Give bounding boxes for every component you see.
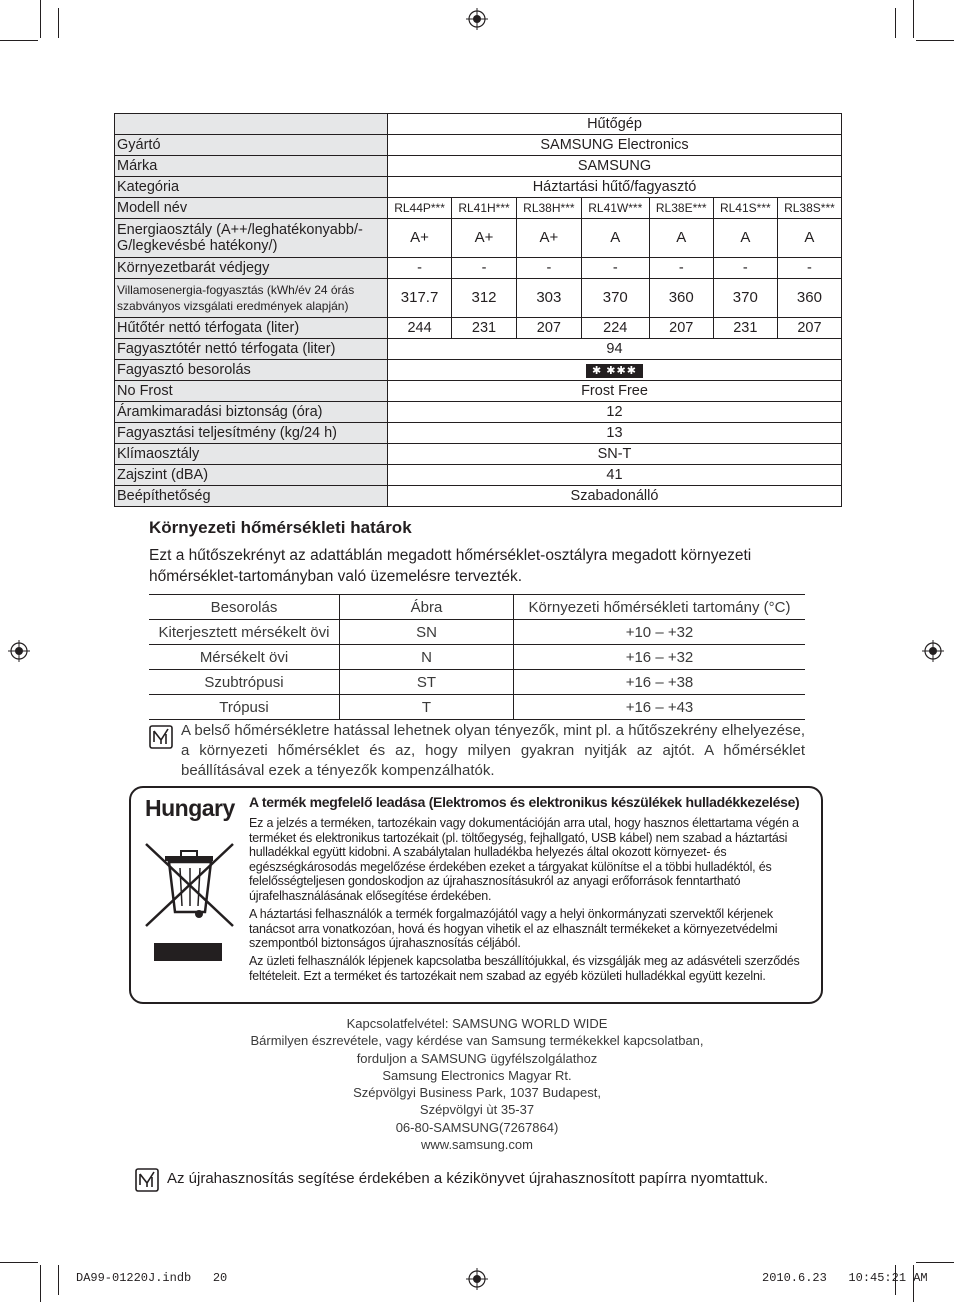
spec-value: 231 [713,318,777,339]
spec-value: A+ [516,219,581,258]
spec-value: 231 [452,318,517,339]
crossed-bin-icon [143,840,237,930]
spec-value: - [388,258,452,279]
star-rating-badge: ✱ ✱✱✱ [586,364,643,378]
contact-line: 06-80-SAMSUNG(7267864) [395,1119,559,1135]
spec-value: 207 [777,318,841,339]
spec-value: - [516,258,581,279]
spec-value: 207 [516,318,581,339]
spec-label: No Frost [115,381,388,402]
spec-value: - [713,258,777,279]
model-cell: RL41S*** [713,198,777,219]
crop-mark [0,40,38,41]
spec-value: A [777,219,841,258]
disposal-paragraph: Ez a jelzés a terméken, tartozékain vagy dokumentációján arra utal, hogy hasznos élettartama végén a terméket és elektronikus tartozékait (pl. töltőegység, fejhallgató, USB kábel) nem szabad a háztartási hulladékkal együtt kidobni. A szabálytalan hulladékba helyezés által okozott környezet- és egészségkárosodás megelőzése érdekében ezeket a tárgyakat különítse el a többi hulladéktól, és felelősségteljesen gondoskodjon az újrahasznosításukról az anyagi erőforrások fenntartható újrafelhasználásának elősegítése érdekében. [249,816,799,903]
spec-value: A+ [388,219,452,258]
crop-mark [40,1265,41,1302]
contact-line: Samsung Electronics Magyar Rt. [382,1067,572,1083]
recycle-note: Az újrahasznosítás segítése érdekében a kézikönyvet újrahasznosított papírra nyomtattuk. [167,1170,769,1187]
climate-cell: Kiterjesztett mérsékelt övi [149,620,340,645]
registration-mark-icon [466,8,488,30]
climate-cell: SN [340,620,514,645]
model-cell: RL44P*** [388,198,452,219]
spec-value: 13 [388,423,842,444]
climate-cell: ST [340,670,514,695]
climate-cell: +16 – +32 [514,645,806,670]
climate-cell: Trópusi [149,695,340,720]
section-intro: Ezt a hűtőszekrényt az adattáblán megadott hőmérséklet-osztályra megadott környezeti hőmérséklet-tartományban való üzemelésre tervezték. [149,547,752,585]
crop-mark [58,8,59,38]
model-cell: RL38E*** [649,198,713,219]
spec-label: Hűtőtér nettó térfogata (liter) [115,318,388,339]
spec-value: A [581,219,649,258]
disposal-title: A termék megfelelő leadása (Elektromos és elektronikus készülékek hulladékkezelése) [249,794,800,810]
bin-underline-bar [154,943,222,961]
climate-header: Környezeti hőmérsékleti tartomány (°C) [514,595,806,620]
spec-value: 94 [388,339,842,360]
spec-value: A [649,219,713,258]
spec-label: Fagyasztó besorolás [115,360,388,381]
climate-cell: +16 – +43 [514,695,806,720]
climate-cell: Mérsékelt övi [149,645,340,670]
spec-table [114,113,842,507]
spec-value: 317.7 [388,279,452,318]
contact-line: Bármilyen észrevétele, vagy kérdése van Samsung termékekkel kapcsolatban, [250,1033,704,1049]
footer-file: DA99-01220J.indb 20 [76,1271,228,1285]
spec-value: A [713,219,777,258]
spec-label: Környezetbarát védjegy [115,258,388,279]
spec-value: Háztartási hűtő/fagyasztó [388,177,842,198]
spec-value: - [581,258,649,279]
spec-value: 224 [581,318,649,339]
spec-value: 12 [388,402,842,423]
climate-cell: +16 – +38 [514,670,806,695]
climate-header: Besorolás [149,595,340,620]
spec-value: - [777,258,841,279]
spec-label: Gyártó [115,135,388,156]
contact-line: Kapcsolatfelvétel: SAMSUNG WORLD WIDE [346,1016,608,1031]
spec-value: SN-T [388,444,842,465]
spec-label: Energiaosztály (A++/leghatékonyabb/-G/legkevésbé hatékony/) [115,219,388,258]
spec-value: 360 [649,279,713,318]
contact-block [0,1015,954,1153]
freezer-star-rating [388,360,842,381]
contact-line: Szépvölgyi ùt 35-37 [419,1102,535,1118]
climate-cell: T [340,695,514,720]
spec-label: Márka [115,156,388,177]
spec-label: Áramkimaradási biztonság (óra) [115,402,388,423]
crop-mark [916,1262,954,1263]
contact-line: forduljon a SAMSUNG ügyfélszolgálathoz [356,1050,598,1066]
spec-value: SAMSUNG Electronics [388,135,842,156]
country-title: Hungary [145,795,235,821]
crop-mark [895,8,896,38]
spec-value: A+ [452,219,517,258]
spec-value: SAMSUNG [388,156,842,177]
note-icon [149,725,173,749]
spec-value: - [452,258,517,279]
disposal-paragraph: Az üzleti felhasználók lépjenek kapcsolatba beszállítójukkal, és vizsgálják meg az adásvételi szerződés feltételeit. Ezt a terméket és tartozékait nem szabad az egyéb közületi hulladékkal együtt kezelni. [249,954,800,983]
spec-label: Beépíthetőség [115,486,388,507]
spec-value: 370 [713,279,777,318]
contact-line: Szépvölgyi Business Park, 1037 Budapest, [353,1085,601,1101]
spec-value: 312 [452,279,517,318]
section-title: Környezeti hőmérsékleti határok [149,518,412,537]
crop-mark [0,1262,38,1263]
spec-label: Modell név [115,198,388,219]
spec-value: 244 [388,318,452,339]
spec-label: Zajszint (dBA) [115,465,388,486]
spec-label: Fagyasztótér nettó térfogata (liter) [115,339,388,360]
registration-mark-icon [466,1268,488,1290]
spec-value: Szabadonálló [388,486,842,507]
spec-label: Klímaosztály [115,444,388,465]
note-icon [135,1168,159,1192]
spec-header: Hűtőgép [388,114,842,135]
crop-mark [58,1265,59,1295]
spec-value: Frost Free [388,381,842,402]
spec-value: 41 [388,465,842,486]
registration-mark-icon [8,640,30,662]
climate-header: Ábra [340,595,514,620]
model-cell: RL41H*** [452,198,517,219]
spec-label: Fagyasztási teljesítmény (kg/24 h) [115,423,388,444]
climate-table [149,594,805,720]
footer-timestamp: 2010.6.23 10:45:21 AM [762,1271,928,1285]
spec-label: Kategória [115,177,388,198]
spec-value: 360 [777,279,841,318]
spec-header-blank [115,114,388,135]
model-cell: RL38S*** [777,198,841,219]
model-cell: RL41W*** [581,198,649,219]
spec-label: Villamosenergia-fogyasztás (kWh/év 24 órás szabványos vizsgálati eredmények alapján) [115,279,388,318]
spec-value: 303 [516,279,581,318]
contact-line: www.samsung.com [421,1137,533,1153]
climate-cell: +10 – +32 [514,620,806,645]
crop-mark [40,0,41,38]
crop-mark [916,40,954,41]
model-cell: RL38H*** [516,198,581,219]
climate-note: A belső hőmérsékletre hatással lehetnek olyan tényezők, mint pl. a hűtőszekrény elhelyezése, a környezeti hőmérséklet és az, hogy milyen gyakran nyitják az ajtót. A hőmérséklet beállításával ezek a tényezők kompenzálhatók. [181,722,805,779]
spec-value: - [649,258,713,279]
climate-cell: N [340,645,514,670]
disposal-paragraph: A háztartási felhasználók a termék forgalmazójától vagy a helyi önkormányzati szervektől kérjenek tanácsot arra vonatkozóan, hová és hogyan vihetik el az elhasznált termékeket a környezetvédelmi szempontból biztonságos újrahasznosítás céljából. [249,907,778,950]
crop-mark [913,0,914,38]
spec-value: 207 [649,318,713,339]
spec-value: 370 [581,279,649,318]
climate-cell: Szubtrópusi [149,670,340,695]
registration-mark-icon [922,640,944,662]
